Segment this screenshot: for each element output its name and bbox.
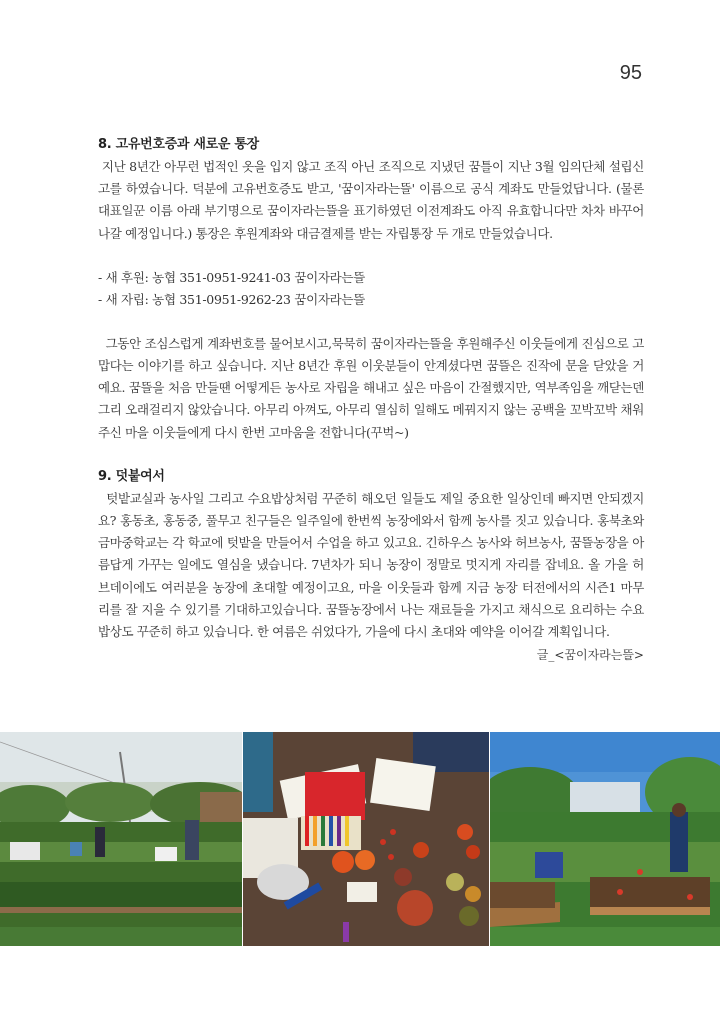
section-9-paragraph: 텃밭교실과 농사일 그리고 수요밥상처럼 꾸준히 해오던 일들도 제일 중요한 일상인데 빠지면 안되겠지요? 홍동초, 홍동중, 풀무고 친구들은 일주일에 한번씩 농장에와서 함께 농사를 짓고 있습니다. 홍북초와 금마중학교는 각 학교에 텃밭을 만들어서 수업을 하고 있고요. 긴하우스 농사와 허브농사, 꿈뜰농장을 아름답게 가꾸는 일에도 열심을 냈습니다. 7년차가 되니 농장이 정말로 멋지게 자리를 잡네요. 올 가을 허브데이에도 여러분을 농장에 초대할 예정이고요, 마을 이웃들과 함께 지금 농장 터전에서의 시즌1 마무리를 잘 지을 수 있기를 기대하고있습니다. 꿈뜰농장에서 나는 재료들을 가지고 채식으로 요리하는 수요밥상도 꾸준히 하고 있습니다. 한 여름은 쉬었다가, 가을에 다시 초대와 예약을 이어갈 계획입니다. bbox=[98, 490, 645, 640]
author-signature: 글_<꿈이자라는뜰> bbox=[536, 648, 644, 663]
section-9-heading: 9. 덧붙여서 bbox=[98, 468, 165, 484]
self-reliance-account: - 새 자립: 농협 351-0951-9262-23 꿈이자라는뜰 bbox=[98, 291, 365, 307]
garden-photo bbox=[0, 732, 242, 946]
section-8-paragraph: 지난 8년간 아무런 법적인 옷을 입지 않고 조직 아닌 조직으로 지냈던 꿈틀이 지난 3월 임의단체 설립신고를 하였습니다. 덕분에 고유번호증도 받고, '꿈이자라는뜰' 이름으로 공식 계좌도 만들었답니다. (물론 대표일꾼 이름 아래 부기명으로 꿈이자라는뜰을 표기하였던 이전계좌도 아직 유효합니다만 차차 바꾸어 나갈 예정입니다.) 통장은 후원계좌와 대금결제를 받는 자립통장 두 개로 만들었습니다. bbox=[98, 159, 645, 241]
vegetable-drawing-photo bbox=[243, 732, 489, 946]
section-8-heading: 8. 고유번호증과 새로운 통장 bbox=[98, 137, 259, 152]
garden-beds-photo bbox=[490, 732, 720, 946]
photo-strip bbox=[0, 732, 720, 946]
section-8-thanks-paragraph: 그동안 조심스럽게 계좌번호를 물어보시고,묵묵히 꿈이자라는뜰을 후원해주신 이웃들에게 진심으로 고맙다는 이야기를 하고 싶습니다. 지난 8년간 후원 이웃분들이 안계셨다면 꿈뜰은 진작에 문을 닫았을 거예요. 꿈뜰을 처음 만들땐 어떻게든 농사로 자립을 해내고 싶은 마음이 간절했지만, 역부족임을 깨닫는덴 그리 오래걸리지 않았습니다. 아무리 아껴도, 아무리 열심히 일해도 메꿔지지 않는 공백을 꼬박꼬박 채워주신 마을 이웃들에게 다시 한번 고마움을 전합니다(꾸벅~) bbox=[98, 335, 644, 440]
article-body bbox=[98, 134, 644, 665]
donation-account: - 새 후원: 농협 351-0951-9241-03 꿈이자라는뜰 bbox=[98, 269, 365, 285]
page-number: 95 bbox=[619, 62, 642, 84]
